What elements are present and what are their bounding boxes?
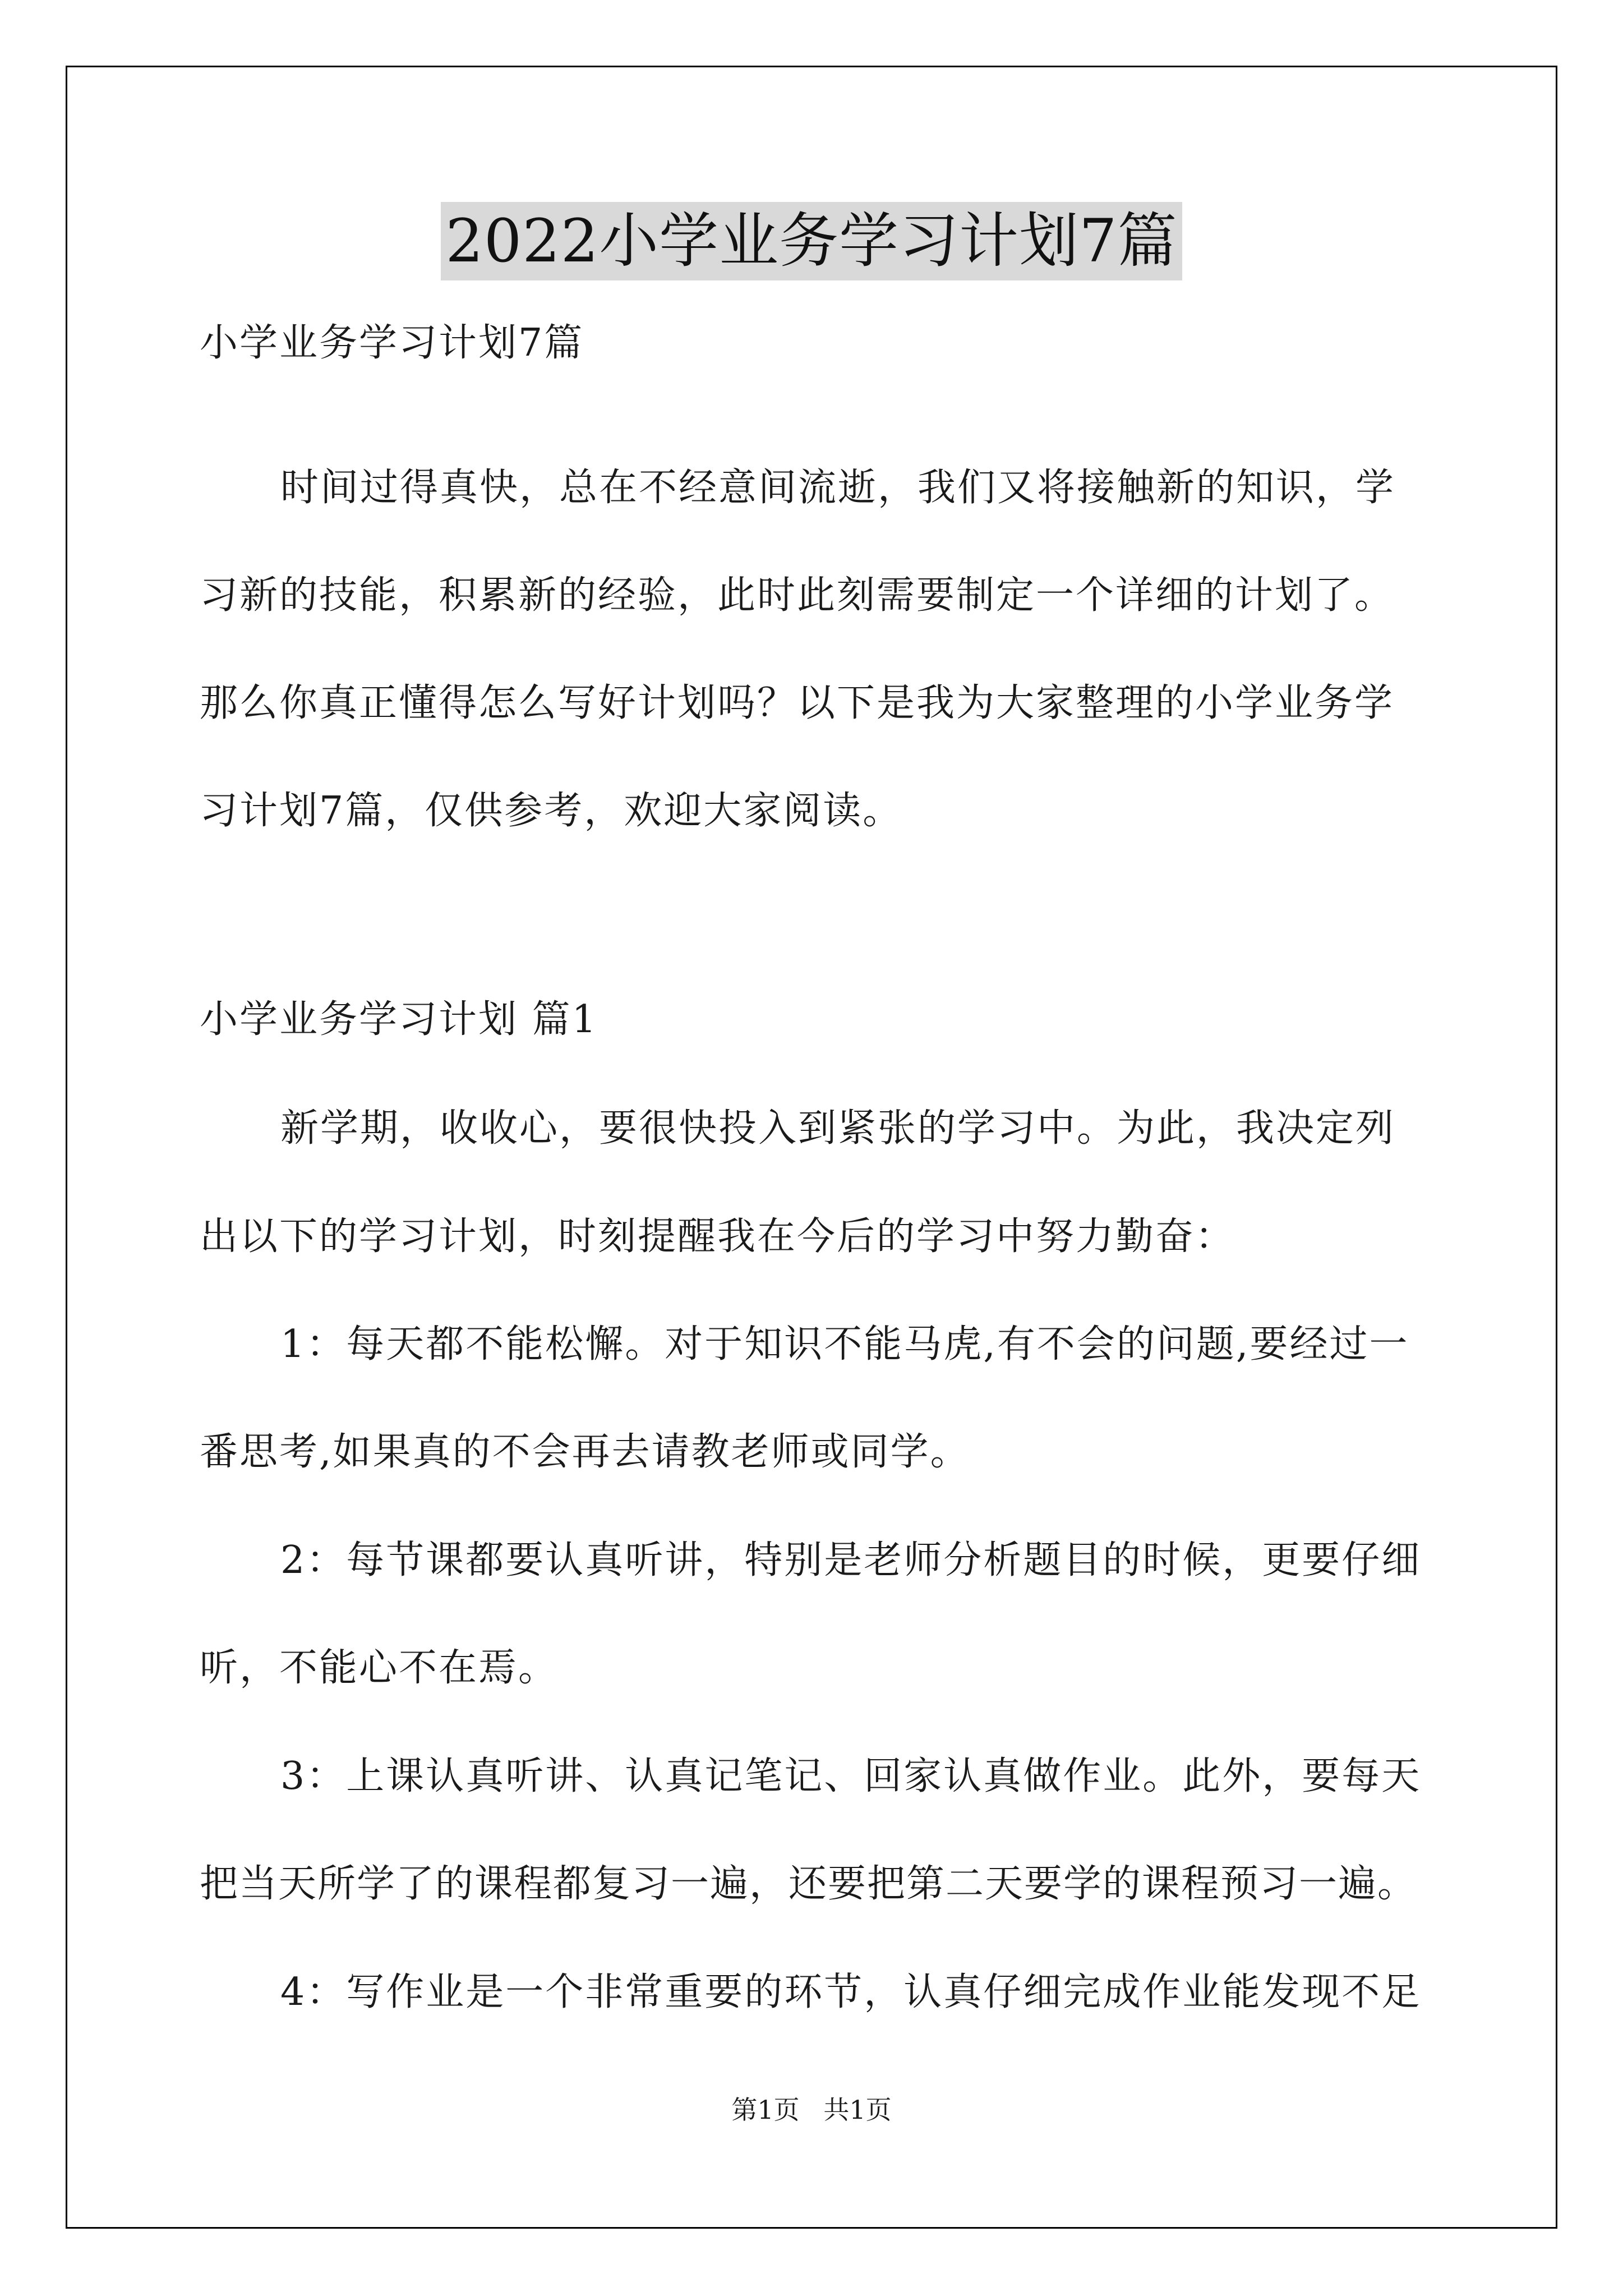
paragraph-line: 2：每节课都要认真听讲，特别是老师分析题目的时候，更要仔细	[280, 1538, 1422, 1582]
paragraph-line: 时间过得真快，总在不经意间流逝，我们又将接触新的知识，学	[280, 466, 1396, 510]
paragraph-line: 出以下的学习计划，时刻提醒我在今后的学习中努力勤奋：	[200, 1214, 1235, 1259]
page-total: 共1页	[823, 2095, 892, 2125]
page-footer	[0, 2094, 1623, 2125]
paragraph-line: 把当天所学了的课程都复习一遍，还要把第二天要学的课程预习一遍。	[200, 1862, 1417, 1906]
paragraph-line: 1：每天都不能松懈。对于知识不能马虎,有不会的问题,要经过一	[280, 1322, 1409, 1366]
section-heading: 小学业务学习计划 篇1	[200, 997, 598, 1042]
paragraph-line: 番思考,如果真的不会再去请教老师或同学。	[200, 1430, 970, 1474]
document-title: 2022小学业务学习计划7篇	[441, 202, 1182, 280]
paragraph-line: 听，不能心不在焉。	[200, 1646, 559, 1690]
paragraph-line: 3：上课认真听讲、认真记笔记、回家认真做作业。此外，要每天	[280, 1754, 1422, 1798]
paragraph-line: 那么你真正懂得怎么写好计划吗？以下是我为大家整理的小学业务学	[200, 681, 1395, 725]
paragraph-line: 4：写作业是一个非常重要的环节，认真仔细完成作业能发现不足	[280, 1970, 1422, 2014]
page-number: 第1页	[731, 2095, 800, 2125]
paragraph-line: 习新的技能，积累新的经验，此时此刻需要制定一个详细的计划了。	[200, 573, 1395, 618]
paragraph-line: 新学期，收收心，要很快投入到紧张的学习中。为此，我决定列	[280, 1106, 1396, 1151]
title-container	[0, 202, 1623, 280]
paragraph-line: 习计划7篇，仅供参考，欢迎大家阅读。	[200, 789, 903, 833]
subtitle-line: 小学业务学习计划7篇	[200, 321, 584, 365]
